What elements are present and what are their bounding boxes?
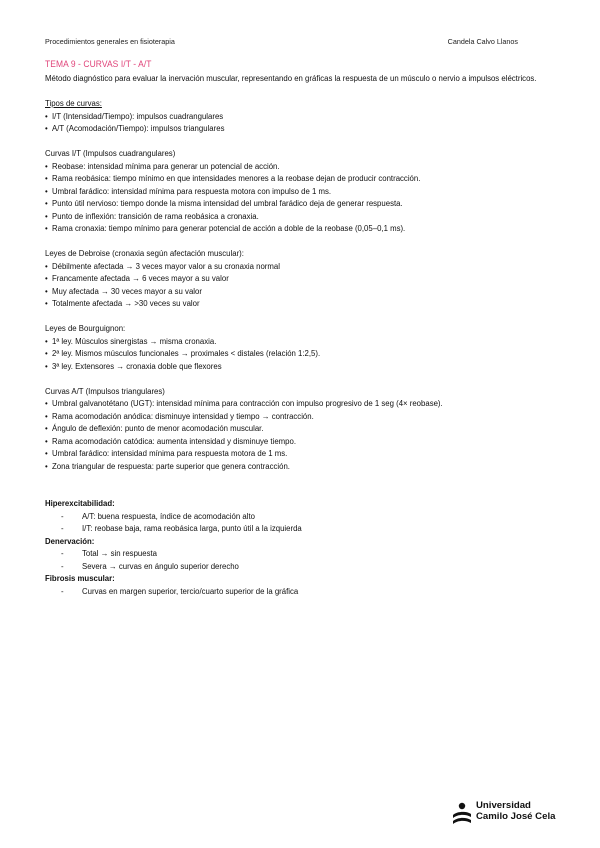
list-item: • 3ª ley. Extensores → cronaxia doble que flexores xyxy=(45,361,555,374)
list-item: - Severa → curvas en ángulo superior derecho xyxy=(61,561,555,574)
section-bourguignon xyxy=(45,323,555,373)
dash-list xyxy=(45,586,555,599)
bullet-list xyxy=(45,161,555,236)
dash-list xyxy=(45,511,555,536)
list-item: - Total → sin respuesta xyxy=(61,548,555,561)
logo-line-2: Camilo José Cela xyxy=(476,811,556,822)
section-tipos xyxy=(45,98,555,136)
page-title: TEMA 9 - CURVAS I/T - A/T xyxy=(45,59,152,69)
list-item: • A/T (Acomodación/Tiempo): impulsos triangulares xyxy=(45,123,555,136)
section-denervacion xyxy=(45,536,555,574)
section-heading: Tipos de curvas: xyxy=(45,99,102,108)
list-item: • Punto útil nervioso: tiempo donde la misma intensidad del umbral farádico deja de generar respuesta. xyxy=(45,198,555,211)
list-item: - Curvas en margen superior, tercio/cuarto superior de la gráfica xyxy=(61,586,555,599)
list-item: - A/T: buena respuesta, índice de acomodación alto xyxy=(61,511,555,524)
list-item: • Umbral farádico: intensidad mínima para respuesta motora con impulso de 1 ms. xyxy=(45,186,555,199)
dash-list xyxy=(45,548,555,573)
list-item: • Totalmente afectada → >30 veces su valor xyxy=(45,298,555,311)
ucjc-logo-icon xyxy=(452,802,472,824)
list-item: • Rama acomodación anódica: disminuye intensidad y tiempo → contracción. xyxy=(45,411,555,424)
section-curvas-it xyxy=(45,148,555,236)
page-header xyxy=(45,37,518,49)
list-item: • Débilmente afectada → 3 veces mayor valor a su cronaxia normal xyxy=(45,261,555,274)
list-item: • Ángulo de deflexión: punto de menor acomodación muscular. xyxy=(45,423,555,436)
list-item: • Rama reobásica: tiempo mínimo en que intensidades menores a la reobase dejan de producir contracción. xyxy=(45,173,555,186)
bullet-list xyxy=(45,111,555,136)
bullet-list xyxy=(45,261,555,311)
list-item: • Punto de inflexión: transición de rama reobásica a cronaxia. xyxy=(45,211,555,224)
header-course: Procedimientos generales en fisioterapia xyxy=(45,37,175,46)
logo-line-1: Universidad xyxy=(476,800,531,811)
section-heading: Hiperexcitabilidad: xyxy=(45,499,115,508)
list-item: - I/T: reobase baja, rama reobásica larga, punto útil a la izquierda xyxy=(61,523,555,536)
list-item: • Rama acomodación catódica: aumenta intensidad y disminuye tiempo. xyxy=(45,436,555,449)
section-heading: Fibrosis muscular: xyxy=(45,574,115,583)
list-item: • Reobase: intensidad mínima para generar un potencial de acción. xyxy=(45,161,555,174)
list-item: • 2ª ley. Mismos músculos funcionales → proximales < distales (relación 1:2,5). xyxy=(45,348,555,361)
list-item: • Muy afectada → 30 veces mayor a su valor xyxy=(45,286,555,299)
bullet-list xyxy=(45,336,555,374)
list-item: • Zona triangular de respuesta: parte superior que genera contracción. xyxy=(45,461,555,474)
section-heading: Curvas A/T (Impulsos triangulares) xyxy=(45,386,165,396)
section-heading: Leyes de Bourguignon: xyxy=(45,324,126,333)
section-heading: Denervación: xyxy=(45,536,95,546)
list-item: • 1ª ley. Músculos sinergistas → misma cronaxia. xyxy=(45,336,555,349)
document-body xyxy=(45,58,555,598)
list-item: • Umbral farádico: intensidad mínima para respuesta motora de 1 ms. xyxy=(45,448,555,461)
intro-paragraph: Método diagnóstico para evaluar la inervación muscular, representando en gráficas la respuesta de un músculo o nervio a impulsos eléctricos. xyxy=(45,74,537,83)
university-logo xyxy=(452,800,562,828)
bullet-list xyxy=(45,398,555,473)
section-heading: Curvas I/T (Impulsos cuadrangulares) xyxy=(45,149,176,158)
list-item: • Umbral galvanotétano (UGT): intensidad mínima para contracción con impulso progresivo de 1 seg (4× reobase). xyxy=(45,398,555,411)
logo-text xyxy=(476,800,555,822)
section-debroise xyxy=(45,248,555,311)
list-item: • Rama cronaxia: tiempo mínimo para generar potencial de acción a doble de la reobase (0,05–0,1 ms). xyxy=(45,223,555,236)
section-hiperexcitabilidad xyxy=(45,498,555,536)
list-item: • I/T (Intensidad/Tiempo): impulsos cuadrangulares xyxy=(45,111,555,124)
header-author: Candela Calvo Llanos xyxy=(447,37,518,46)
section-fibrosis xyxy=(45,573,555,598)
section-heading: Leyes de Debroise (cronaxia según afectación muscular): xyxy=(45,249,244,258)
list-item: • Francamente afectada → 6 veces mayor a su valor xyxy=(45,273,555,286)
section-curvas-at xyxy=(45,386,555,474)
